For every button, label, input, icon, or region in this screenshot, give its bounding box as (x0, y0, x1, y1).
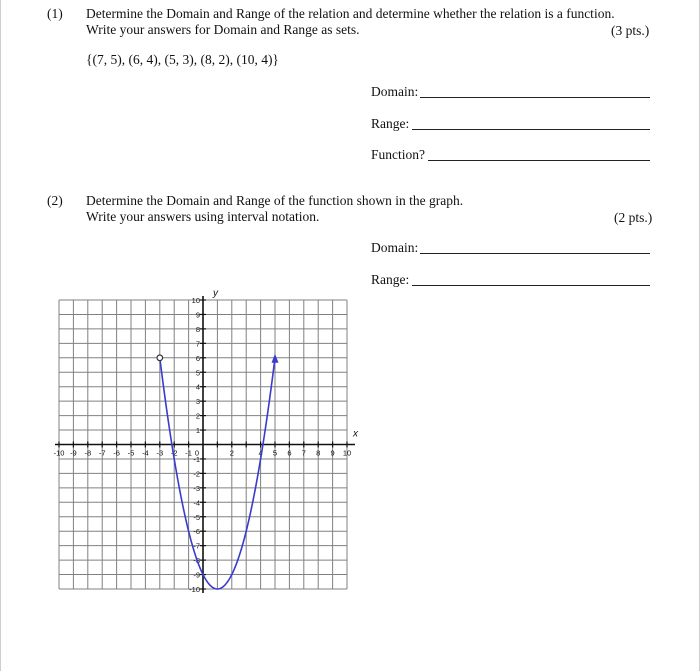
x-tick-label: -4 (142, 448, 149, 458)
y-tick-label: 9 (195, 310, 200, 320)
x-tick-label: -9 (70, 448, 77, 458)
x-tick-label: -3 (156, 448, 164, 458)
y-tick-label: -6 (193, 527, 200, 537)
problem2-number: (2) (47, 193, 63, 208)
domain-label-2: Domain: (371, 240, 419, 255)
y-tick-label: -9 (193, 570, 200, 580)
y-tick-label: -8 (193, 556, 200, 566)
y-tick-label: 5 (195, 368, 200, 378)
x-tick-label: 4 (258, 448, 263, 458)
x-tick-label: -6 (113, 448, 120, 458)
function-label: Function? (371, 147, 425, 162)
y-tick-label: -5 (193, 512, 200, 522)
y-tick-label: 10 (191, 296, 200, 305)
y-axis-label: y (213, 288, 218, 299)
axes (55, 296, 355, 593)
y-tick-label: 4 (195, 382, 200, 392)
x-tick-label: -8 (84, 448, 92, 458)
range-label-1: Range: (371, 116, 410, 131)
relation-set: {(7, 5), (6, 4), (5, 3), (8, 2), (10, 4)} (86, 52, 279, 67)
open-endpoint (157, 355, 163, 361)
x-tick-label: 7 (301, 448, 306, 458)
problem1-prompt-line1: Determine the Domain and Range of the relation and determine whether the relation is a function. (86, 6, 615, 21)
y-tick-label: 3 (195, 397, 200, 407)
x-tick-label: 0 (194, 448, 199, 458)
y-tick-label: -1 (193, 454, 200, 464)
y-tick-label: 8 (195, 324, 200, 334)
range-label-2: Range: (371, 272, 410, 287)
x-tick-label: 2 (229, 448, 234, 458)
y-tick-label: -7 (193, 541, 200, 551)
x-tick-label: 5 (272, 448, 278, 458)
x-tick-label: -5 (127, 448, 135, 458)
y-tick-label: 2 (195, 411, 200, 421)
x-tick-label: 10 (342, 448, 352, 458)
domain-label-1: Domain: (371, 84, 419, 99)
x-tick-label: -10 (53, 448, 65, 458)
y-tick-label: -10 (189, 585, 200, 594)
x-tick-label: -2 (170, 448, 178, 458)
x-tick-label: 6 (287, 448, 292, 458)
problem1-points: (3 pts.) (611, 23, 650, 38)
problem1-number: (1) (47, 6, 63, 21)
problem2-prompt-line1: Determine the Domain and Range of the function shown in the graph. (86, 193, 464, 208)
problem2-prompt-line2: Write your answers using interval notation. (86, 209, 320, 224)
x-tick-label: -1 (185, 448, 192, 458)
x-axis-label: x (353, 428, 358, 440)
x-tick-label: 9 (330, 448, 335, 458)
problem1-prompt-line2: Write your answers for Domain and Range as sets. (86, 22, 360, 37)
y-tick-label: -2 (193, 469, 200, 479)
x-tick-label: -7 (98, 448, 106, 458)
y-tick-label: -3 (193, 483, 200, 493)
y-tick-label: 6 (195, 353, 200, 363)
problem2-points: (2 pts.) (614, 210, 653, 225)
y-tick-label: 7 (195, 339, 200, 349)
x-tick-label: 8 (316, 448, 321, 458)
tick-labels (54, 288, 359, 594)
y-tick-label: 1 (195, 426, 200, 436)
y-tick-label: -4 (193, 498, 200, 508)
